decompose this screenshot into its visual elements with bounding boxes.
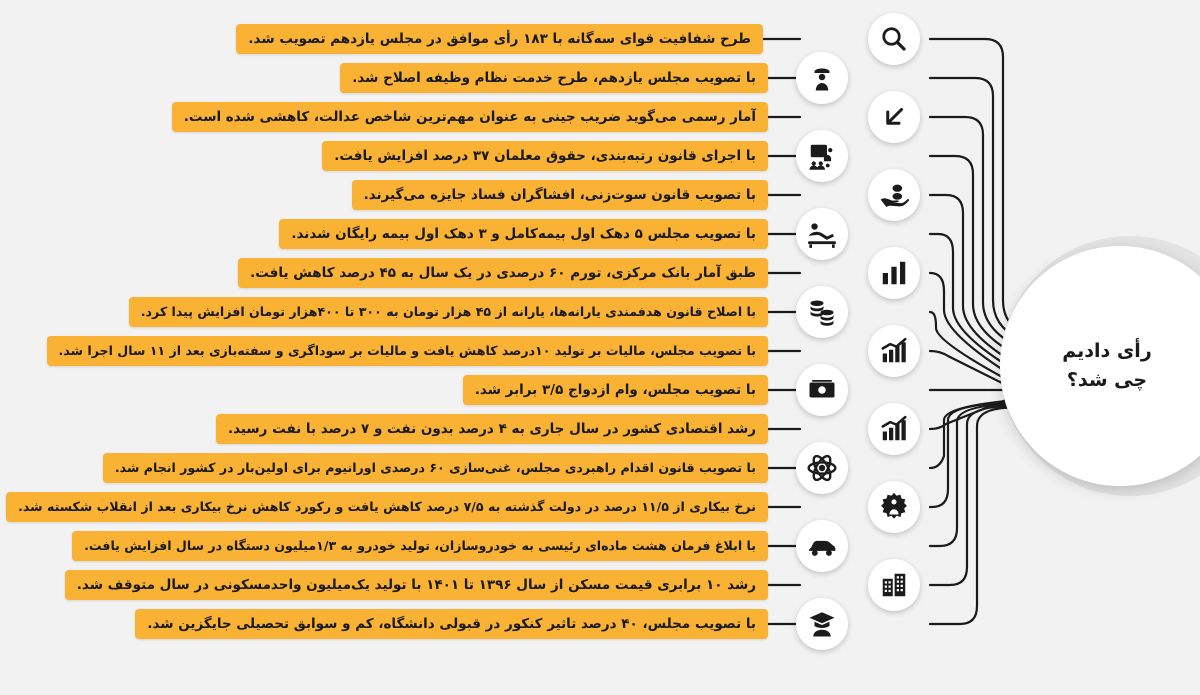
list-item-label: با تصویب مجلس، مالیات بر تولید ۱۰درصد کاهش یافت و مالیات بر سوداگری و سفته‌بازی بعد از ۱۱ سال اجرا شد. [47,336,768,366]
teacher-icon[interactable] [796,130,848,182]
list-item-label: آمار رسمی می‌گوید ضریب جینی به عنوان مهم‌ترین شاخص عدالت، کاهشی شده است. [172,102,768,132]
list-item-label: با اجرای قانون رتبه‌بندی، حقوق معلمان ۳۷ درصد افزایش یافت. [322,141,768,171]
worker-gear-icon[interactable] [868,481,920,533]
list-item-label: با تصویب مجلس، وام ازدواج ۳/۵ برابر شد. [463,375,768,405]
growth-chart-icon-2[interactable] [868,403,920,455]
atom-icon[interactable] [796,442,848,494]
list-item[interactable] [463,375,768,405]
list-item-label: نرخ بیکاری از ۱۱/۵ درصد در دولت گذشته به ۷/۵ درصد کاهش یافت و رکورد کاهش نرخ بیکاری بعد از انقلاب شکسته شد. [6,492,768,522]
growth-chart-icon[interactable] [868,325,920,377]
list-item[interactable] [65,570,768,600]
list-item-label: رشد ۱۰ برابری قیمت مسکن از سال ۱۳۹۶ تا ۱۴۰۱ با تولید یک‌میلیون واحدمسکونی در سال متوقف شد. [65,570,768,600]
hub-title [1062,337,1178,396]
coins-icon[interactable] [796,286,848,338]
list-item[interactable] [6,492,768,522]
graduate-icon[interactable] [796,598,848,650]
list-item-label: با تصویب قانون سوت‌زنی، افشاگران فساد جایزه می‌گیرند. [352,180,768,210]
list-item-label: با ابلاغ فرمان هشت ماده‌ای رئیسی به خودروسازان، تولید خودرو به ۱/۳میلیون دستگاه در سال افزایش یافت. [72,531,768,561]
list-item[interactable] [172,102,768,132]
list-item[interactable] [47,336,768,366]
hub-title-line1: رأی دادیم [1062,339,1152,362]
list-item[interactable] [135,609,768,639]
list-item-label: با تصویب مجلس ۵ دهک اول بیمه‌کامل و ۳ دهک اول بیمه رایگان شدند. [279,219,768,249]
magnifier-icon[interactable] [868,13,920,65]
soldier-icon[interactable] [796,52,848,104]
list-item[interactable] [129,297,768,327]
list-item-label: با تصویب مجلس، ۴۰ درصد تاثیر کنکور در قبولی دانشگاه، کم و سوابق تحصیلی جایگزین شد. [135,609,768,639]
list-item[interactable] [340,63,768,93]
list-item[interactable] [238,258,768,288]
list-item[interactable] [72,531,768,561]
hand-coin-icon[interactable] [868,169,920,221]
list-item[interactable] [279,219,768,249]
list-item-label: طبق آمار بانک مرکزی، تورم ۶۰ درصدی در یک سال به ۴۵ درصد کاهش یافت. [238,258,768,288]
list-item[interactable] [103,453,768,483]
banknotes-icon[interactable] [796,364,848,416]
list-item[interactable] [216,414,768,444]
list-item-label: با اصلاح قانون هدفمندی یارانه‌ها، یارانه از ۴۵ هزار تومان به ۳۰۰ تا ۴۰۰هزار تومان افزایش پیدا کرد. [129,297,768,327]
list-item-label: با تصویب مجلس یازدهم، طرح خدمت نظام وظیفه اصلاح شد. [340,63,768,93]
list-item[interactable] [322,141,768,171]
list-item[interactable] [236,24,763,54]
arrow-down-left-icon[interactable] [868,91,920,143]
hospital-bed-icon[interactable] [796,208,848,260]
list-item-label: طرح شفافیت قوای سه‌گانه با ۱۸۳ رأی موافق در مجلس یازدهم تصویب شد. [236,24,763,54]
car-icon[interactable] [796,520,848,572]
list-item[interactable] [352,180,768,210]
hub-title-line2: چی شد؟ [1066,369,1148,391]
list-item-label: با تصویب قانون اقدام راهبردی مجلس، غنی‌سازی ۶۰ درصدی اورانیوم برای اولین‌بار در کشور انجام شد. [103,453,768,483]
bar-chart-icon[interactable] [868,247,920,299]
list-item-label: رشد اقتصادی کشور در سال جاری به ۴ درصد بدون نفت و ۷ درصد با نفت رسید. [216,414,768,444]
buildings-icon[interactable] [868,559,920,611]
